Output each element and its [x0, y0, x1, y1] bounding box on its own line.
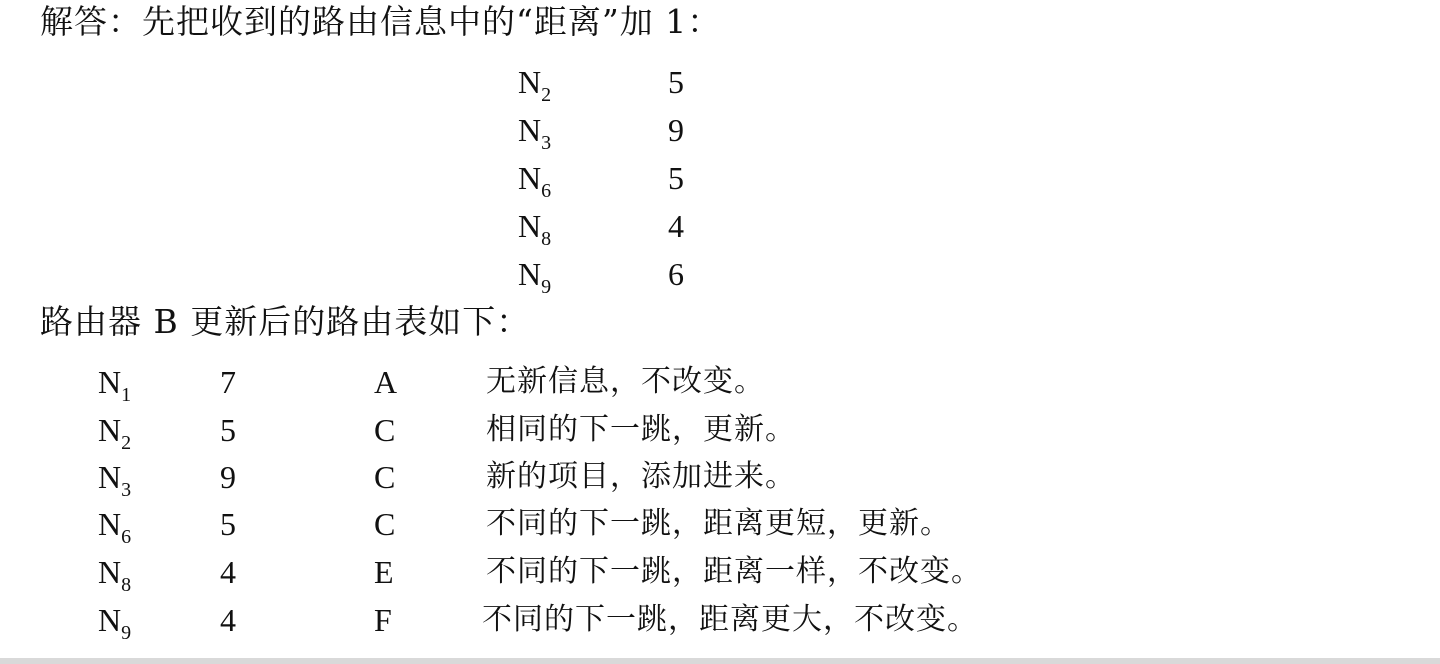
received-distance: 9 [668, 112, 684, 148]
received-distance: 5 [668, 160, 684, 196]
received-net: $N_9$ [518, 256, 552, 298]
table-note: 无新信息，不改变。 [486, 364, 765, 399]
table-net: $N_6$ [98, 506, 132, 548]
table-next-hop: C [374, 412, 396, 448]
table-note: 不同的下一跳，距离一样，不改变。 [486, 554, 982, 589]
table-next-hop: A [374, 364, 398, 400]
received-net: $N_8$ [518, 208, 552, 250]
table-note: 新的项目，添加进来。 [486, 459, 796, 494]
table-next-hop: E [374, 554, 394, 590]
received-distance: 4 [668, 208, 684, 244]
table-distance: 4 [220, 554, 236, 590]
table-next-hop: F [374, 602, 392, 638]
table-net: $N_8$ [98, 554, 132, 596]
table-net: $N_1$ [98, 364, 132, 406]
received-net: $N_3$ [518, 112, 552, 154]
received-distance: 5 [668, 64, 684, 100]
table-next-hop: C [374, 506, 396, 542]
table-note: 相同的下一跳，更新。 [486, 412, 796, 447]
table-intro: 路由器 B 更新后的路由表如下： [40, 302, 531, 341]
table-next-hop: C [374, 459, 396, 495]
table-distance: 5 [220, 506, 236, 542]
table-net: $N_3$ [98, 459, 132, 501]
table-net: $N_2$ [98, 412, 132, 454]
table-note: 不同的下一跳，距离更大，不改变。 [482, 602, 978, 637]
received-net: $N_6$ [518, 160, 552, 202]
table-distance: 5 [220, 412, 236, 448]
bottom-divider [0, 658, 1440, 664]
received-distance: 6 [668, 256, 684, 292]
table-distance: 9 [220, 459, 236, 495]
table-note: 不同的下一跳，距离更短，更新。 [486, 506, 951, 541]
table-distance: 7 [220, 364, 236, 400]
table-net: $N_9$ [98, 602, 132, 644]
table-distance: 4 [220, 602, 236, 638]
answer-intro: 解答：先把收到的路由信息中的“距离”加 1： [40, 2, 722, 41]
received-net: $N_2$ [518, 64, 552, 106]
